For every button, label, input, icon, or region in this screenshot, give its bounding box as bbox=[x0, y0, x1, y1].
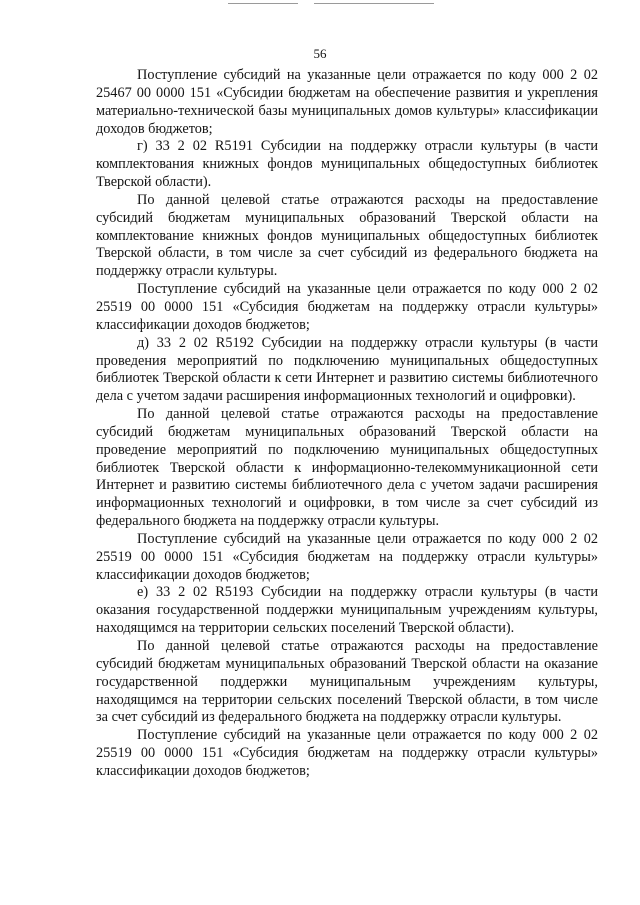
paragraph: Поступление субсидий на указанные цели отражается по коду 000 2 02 25519 00 0000 151 «Субсидия бюджетам на поддержку отрасли культуры» классификации доходов бюджетов; bbox=[96, 727, 598, 779]
paragraph: е) 33 2 02 R5193 Субсидии на поддержку отрасли культуры (в части оказания государственной поддержки муниципальным учреждениям культуры, находящимся на территории сельских поселений Тверской области). bbox=[96, 584, 598, 637]
page-number: 56 bbox=[313, 46, 327, 61]
paragraph: Поступление субсидий на указанные цели отражается по коду 000 2 02 25519 00 0000 151 «Субсидия бюджетам на поддержку отрасли культуры» классификации доходов бюджетов; bbox=[96, 281, 598, 333]
scan-edge-mark-left bbox=[228, 3, 298, 4]
document-body bbox=[96, 67, 598, 781]
paragraph: По данной целевой статье отражаются расходы на предоставление субсидий бюджетам муниципальных образований Тверской области на оказание государственной поддержки муниципальным учреждениям культуры, находящимся на территории сельских поселений Тверской области, в том числе за счет субсидий из федерального бюджета на поддержку отрасли культуры. bbox=[96, 638, 598, 726]
paragraph: Поступление субсидий на указанные цели отражается по коду 000 2 02 25519 00 0000 151 «Субсидия бюджетам на поддержку отрасли культуры» классификации доходов бюджетов; bbox=[96, 530, 598, 583]
paragraph: г) 33 2 02 R5191 Субсидии на поддержку отрасли культуры (в части комплектования книжных фондов муниципальных общедоступных библиотек Тверской области). bbox=[96, 138, 598, 191]
scan-edge-mark-right bbox=[314, 3, 434, 4]
paragraph: По данной целевой статье отражаются расходы на предоставление субсидий бюджетам муниципальных образований Тверской области на комплектование книжных фондов муниципальных общедоступных библиотек Тверской области, в том числе за счет субсидий из федерального бюджета на поддержку отрасли культуры. bbox=[96, 191, 598, 280]
paragraph: д) 33 2 02 R5192 Субсидии на поддержку отрасли культуры (в части проведения мероприятий по подключению муниципальных общедоступных библиотек Тверской области к сети Интернет и развитию системы библиотечного дела с учетом задачи расширения информационных технологий и оцифровки). bbox=[96, 334, 598, 405]
paragraph: По данной целевой статье отражаются расходы на предоставление субсидий бюджетам муниципальных образований Тверской области на проведение мероприятий по подключению муниципальных общедоступных библиотек Тверской области к информационно-телекоммуникационной сети Интернет и развитию системы библиотечного дела с учетом задачи расширения информационных технологий и оцифровки, в том числе за счет субсидий из федерального бюджета на поддержку отрасли культуры. bbox=[96, 406, 598, 530]
paragraph: Поступление субсидий на указанные цели отражается по коду 000 2 02 25467 00 0000 151 «Субсидии бюджетам на обеспечение развития и укрепления материально-технической базы муниципальных домов культуры» классификации доходов бюджетов; bbox=[96, 67, 598, 137]
